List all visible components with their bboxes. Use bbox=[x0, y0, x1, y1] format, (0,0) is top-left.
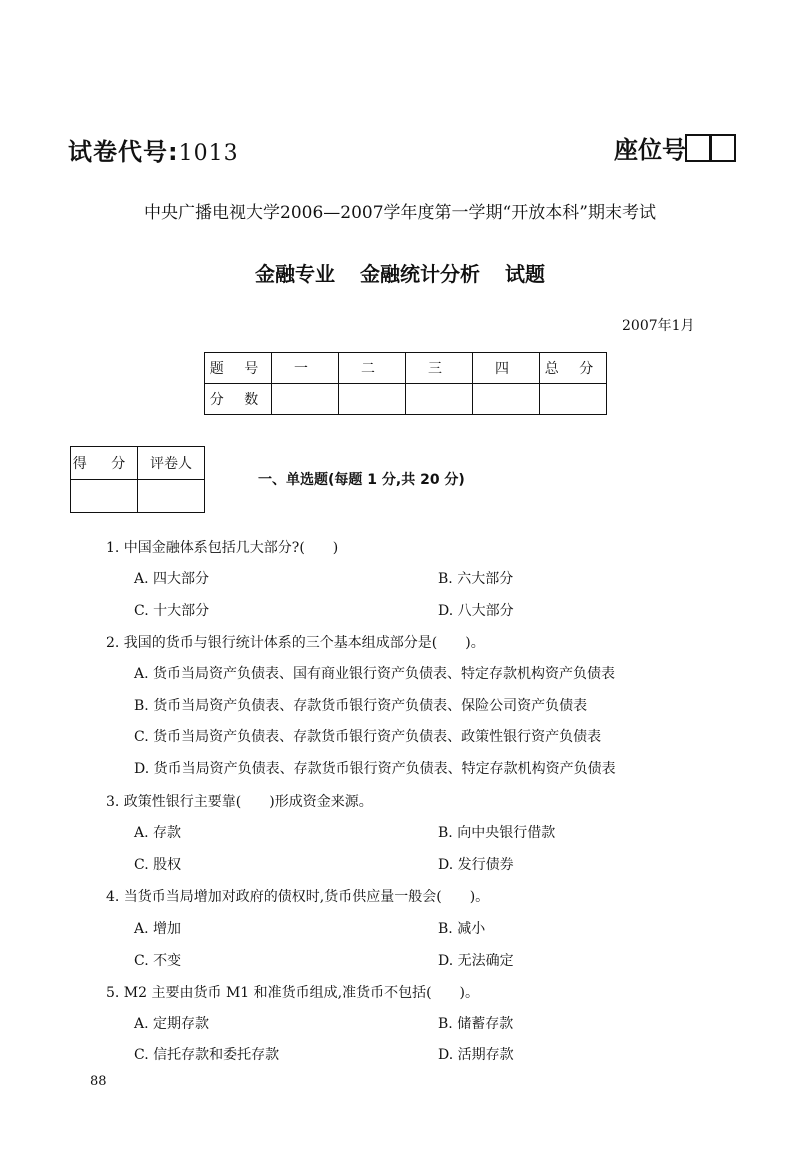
option-1d: D. 八大部分 bbox=[438, 603, 514, 619]
score-table-score-row bbox=[205, 384, 607, 415]
exam-code-value: 1013 bbox=[178, 141, 239, 166]
option-2c: C. 货币当局资产负债表、存款货币银行资产负债表、政策性银行资产负债表 bbox=[134, 729, 602, 745]
exam-title: 中央广播电视大学2006—2007学年度第一学期“开放本科”期末考试 bbox=[144, 203, 656, 223]
option-3c: C. 股权 bbox=[134, 857, 182, 873]
score-table-header-cell: 二 bbox=[339, 353, 406, 384]
grader-label: 评卷人 bbox=[138, 447, 205, 480]
option-1b: B. 六大部分 bbox=[438, 571, 514, 587]
score-table-header-cell: 题 号 bbox=[205, 353, 272, 384]
option-3a: A. 存款 bbox=[134, 825, 182, 841]
page-number: 88 bbox=[90, 1074, 107, 1089]
exam-date: 2007年1月 bbox=[622, 318, 695, 334]
option-4a: A. 增加 bbox=[134, 921, 182, 937]
score-table-header-cell: 总 分 bbox=[540, 353, 607, 384]
option-1c: C. 十大部分 bbox=[134, 603, 210, 619]
seat-box-2[interactable] bbox=[710, 134, 736, 162]
exam-code bbox=[68, 132, 239, 167]
exam-code-label: 试卷代号: bbox=[68, 138, 179, 166]
score-cell[interactable] bbox=[339, 384, 406, 415]
option-3b: B. 向中央银行借款 bbox=[438, 825, 556, 841]
option-5d: D. 活期存款 bbox=[438, 1047, 514, 1063]
score-row-label: 分 数 bbox=[205, 384, 272, 415]
option-4d: D. 无法确定 bbox=[438, 953, 514, 969]
score-table-header-cell: 四 bbox=[473, 353, 540, 384]
option-1a: A. 四大部分 bbox=[134, 571, 210, 587]
grader-table bbox=[70, 446, 205, 513]
question-2: 2. 我国的货币与银行统计体系的三个基本组成部分是( )。 bbox=[106, 635, 485, 651]
score-table bbox=[204, 352, 607, 415]
option-4b: B. 减小 bbox=[438, 921, 486, 937]
score-table-header-cell: 三 bbox=[406, 353, 473, 384]
option-5b: B. 储蓄存款 bbox=[438, 1016, 514, 1032]
seat-box-1[interactable] bbox=[685, 134, 711, 162]
grader-name-cell[interactable] bbox=[138, 480, 205, 513]
seat-number-label: 座位号 bbox=[614, 136, 686, 164]
score-table-header-row bbox=[205, 353, 607, 384]
option-2d: D. 货币当局资产负债表、存款货币银行资产负债表、特定存款机构资产负债表 bbox=[134, 761, 616, 777]
option-5c: C. 信托存款和委托存款 bbox=[134, 1047, 280, 1063]
score-cell[interactable] bbox=[406, 384, 473, 415]
question-1: 1. 中国金融体系包括几大部分?( ) bbox=[106, 540, 339, 556]
grader-score-label: 得 分 bbox=[71, 447, 138, 480]
question-4: 4. 当货币当局增加对政府的债权时,货币供应量一般会( )。 bbox=[106, 889, 490, 905]
option-2a: A. 货币当局资产负债表、国有商业银行资产负债表、特定存款机构资产负债表 bbox=[134, 666, 616, 682]
grader-score-cell[interactable] bbox=[71, 480, 138, 513]
question-5: 5. M2 主要由货币 M1 和准货币组成,准货币不包括( )。 bbox=[106, 985, 480, 1001]
option-3d: D. 发行债券 bbox=[438, 857, 514, 873]
option-4c: C. 不变 bbox=[134, 953, 182, 969]
score-table-header-cell: 一 bbox=[272, 353, 339, 384]
question-3: 3. 政策性银行主要靠( )形成资金来源。 bbox=[106, 794, 373, 810]
score-cell[interactable] bbox=[272, 384, 339, 415]
option-2b: B. 货币当局资产负债表、存款货币银行资产负债表、保险公司资产负债表 bbox=[134, 698, 588, 714]
seat-number bbox=[614, 130, 736, 165]
section-title: 一、单选题(每题 1 分,共 20 分) bbox=[258, 472, 465, 488]
option-5a: A. 定期存款 bbox=[134, 1016, 210, 1032]
score-cell[interactable] bbox=[473, 384, 540, 415]
score-cell[interactable] bbox=[540, 384, 607, 415]
subject-title: 金融专业 金融统计分析 试题 bbox=[255, 262, 545, 286]
